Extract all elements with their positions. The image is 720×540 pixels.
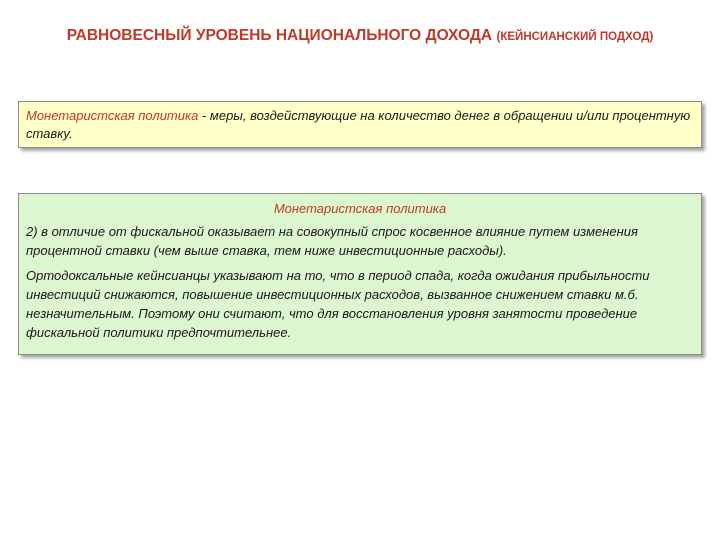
- detail-box: [18, 193, 702, 355]
- title-sub: (КЕЙНСИАНСКИЙ ПОДХОД): [496, 31, 654, 43]
- title-main: РАВНОВЕСНЫЙ УРОВЕНЬ НАЦИОНАЛЬНОГО ДОХОДА: [66, 27, 493, 44]
- detail-heading: Монетаристская политика: [273, 201, 447, 216]
- definition-term: Монетаристская политика: [26, 108, 199, 123]
- slide-title: [30, 24, 690, 49]
- detail-paragraph-1: 2) в отличие от фискальной оказывает на совокупный спрос косвенное влияние путем изменения процентной ставки (чем выше ставка, тем ниже инвестиционные расходы).: [26, 224, 638, 258]
- detail-paragraph-2: Ортодоксальные кейнсианцы указывают на то, что в период спада, когда ожидания прибыльности инвестиций снижаются, повышение инвестиционных расходов, вызванное снижением ставки м.б. незначительным. Поэтому они считают, что для восстановления уровня занятости проведение фискальной политики предпочтительнее.: [26, 268, 650, 340]
- definition-text: - меры, воздействующие на количество денег в обращении и/или процентную ставку.: [26, 108, 691, 141]
- definition-box: [18, 101, 702, 148]
